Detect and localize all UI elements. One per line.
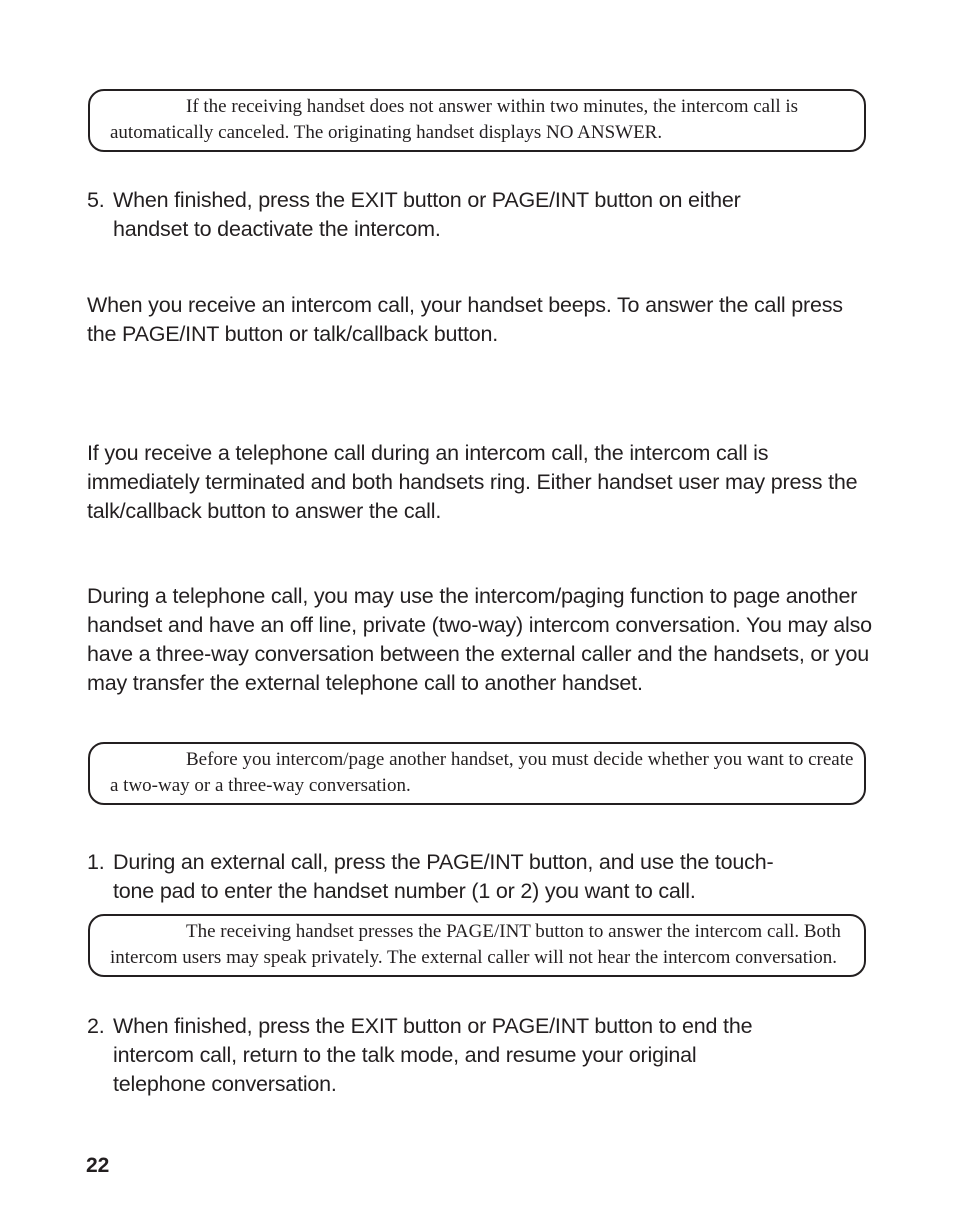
step-number: 1. [87, 850, 105, 874]
step-text-line1: When finished, press the EXIT button or PAGE/INT button on either [113, 188, 741, 212]
step-1 [87, 848, 773, 906]
step-number: 5. [87, 188, 105, 212]
step-text-line2: handset to deactivate the intercom. [113, 217, 441, 241]
note-box-no-answer [88, 89, 866, 152]
page-number: 22 [86, 1154, 110, 1177]
step-text-line1: When finished, press the EXIT button or PAGE/INT button to end the [113, 1014, 753, 1038]
step-text-line2: intercom call, return to the talk mode, and resume your original [113, 1043, 697, 1067]
note-box-private [88, 914, 866, 977]
step-number: 2. [87, 1014, 105, 1038]
note-box-decide [88, 742, 866, 805]
paragraph-during-call: During a telephone call, you may use the intercom/paging function to page another handset and have an off line, private (two-way) intercom conversation. You may also have a three-way conversation between the external caller and the handsets, or you may transfer the external telephone call to another handset. [87, 584, 872, 695]
step-text-line2: tone pad to enter the handset number (1 or 2) you want to call. [113, 879, 696, 903]
note-text: The receiving handset presses the PAGE/INT button to answer the intercom call. Both intercom users may speak privately. The external caller will not hear the intercom conversation. [110, 921, 841, 968]
note-text: If the receiving handset does not answer within two minutes, the intercom call is automatically canceled. The originating handset displays NO ANSWER. [110, 96, 799, 143]
step-5 [87, 186, 741, 244]
note-text: Before you intercom/page another handset, you must decide whether you want to create a two-way or a three-way conversation. [110, 749, 854, 796]
step-2 [87, 1012, 752, 1099]
paragraph-answer-intercom: When you receive an intercom call, your handset beeps. To answer the call press the PAGE/INT button or talk/callback button. [87, 293, 843, 346]
step-text-line3: telephone conversation. [113, 1072, 337, 1096]
paragraph-receive-call: If you receive a telephone call during an intercom call, the intercom call is immediately terminated and both handsets ring. Either handset user may press the talk/callback button to answer the call. [87, 441, 858, 523]
step-text-line1: During an external call, press the PAGE/INT button, and use the touch- [113, 850, 774, 874]
